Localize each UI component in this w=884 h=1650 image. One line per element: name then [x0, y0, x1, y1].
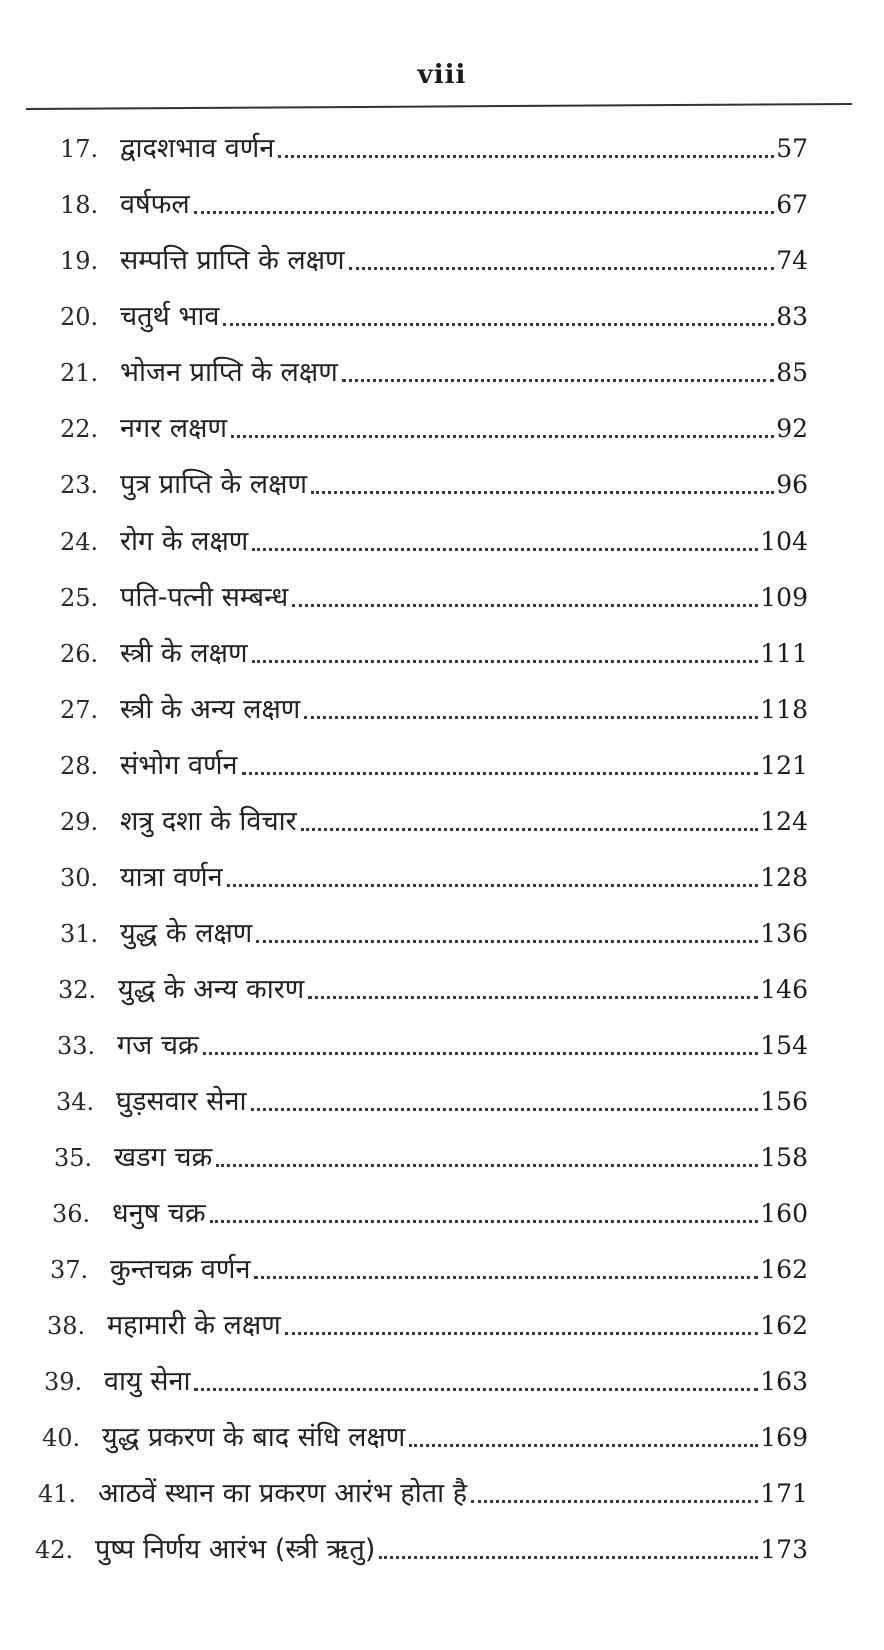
dot-leader: [301, 828, 759, 831]
toc-entry-page: 121: [760, 751, 808, 780]
toc-entry: [60, 744, 808, 784]
toc-entry-title: घुड़सवार सेना: [116, 1086, 247, 1117]
dot-leader: [231, 435, 774, 438]
dot-leader: [251, 1108, 759, 1111]
toc-entry-page: 163: [760, 1367, 808, 1396]
toc-entry-page: 162: [760, 1255, 808, 1284]
toc-entry-number: 18.: [60, 191, 99, 219]
toc-entry-number: 32.: [58, 976, 97, 1004]
dot-leader: [292, 604, 758, 607]
toc-entry: [60, 239, 808, 279]
toc-entry-title: संभोग वर्णन: [120, 750, 238, 781]
toc-entry-number: 40.: [42, 1424, 81, 1452]
toc-entry-title: शत्रु दशा के विचार: [120, 806, 297, 837]
toc-entry-title: खडग चक्र: [114, 1142, 213, 1173]
dot-leader: [252, 660, 759, 663]
dot-leader: [308, 996, 758, 999]
toc-entry-title: युद्ध प्रकरण के बाद संधि लक्षण: [102, 1422, 406, 1453]
toc-entry: [60, 912, 808, 952]
toc-entry-title: चतुर्थ भाव: [120, 301, 220, 332]
toc-entry-number: 29.: [60, 808, 99, 836]
toc-entry-page: 173: [760, 1535, 808, 1564]
toc-entry-title: पुष्प निर्णय आरंभ (स्त्री ऋतु): [95, 1534, 376, 1565]
dot-leader: [304, 716, 758, 719]
toc-entry-number: 28.: [60, 752, 99, 780]
toc-entry-page: 156: [760, 1087, 808, 1116]
toc-entry: [50, 1248, 808, 1288]
toc-entry-title: नगर लक्षण: [120, 413, 227, 444]
toc-entry-page: 154: [760, 1031, 808, 1060]
dot-leader: [278, 155, 774, 158]
toc-entry-number: 26.: [60, 640, 99, 668]
dot-leader: [194, 1388, 758, 1391]
toc-entry-page: 158: [760, 1143, 808, 1172]
toc-entry-title: युद्ध के लक्षण: [120, 918, 253, 949]
toc-entry: [60, 407, 808, 447]
toc-entry: [35, 1528, 808, 1568]
dot-leader: [254, 1276, 758, 1279]
toc-entry-title: भोजन प्राप्ति के लक्षण: [120, 357, 338, 388]
dot-leader: [227, 884, 759, 887]
toc-entry-number: 35.: [54, 1144, 93, 1172]
dot-leader: [256, 940, 758, 943]
toc-entry-number: 24.: [60, 528, 99, 556]
toc-entry-page: 160: [760, 1199, 808, 1228]
toc-entry-number: 20.: [60, 303, 99, 331]
toc-entry-number: 17.: [60, 135, 99, 163]
dot-leader: [349, 267, 775, 270]
dot-leader: [342, 379, 774, 382]
toc-entry-number: 33.: [57, 1032, 96, 1060]
toc-entry-page: 128: [760, 863, 808, 892]
toc-entry-number: 22.: [60, 415, 99, 443]
toc-entry-number: 34.: [56, 1088, 95, 1116]
toc-entry-title: धनुष चक्र: [112, 1198, 206, 1229]
dot-leader: [242, 772, 759, 775]
toc-entry-number: 38.: [47, 1312, 86, 1340]
toc-entry: [60, 688, 808, 728]
toc-entry-title: युद्ध के अन्य कारण: [118, 974, 305, 1005]
toc-entry-page: 118: [760, 695, 808, 724]
toc-entry-page: 92: [776, 414, 808, 443]
toc-entry-number: 42.: [35, 1536, 74, 1564]
toc-entry-title: स्त्री के अन्य लक्षण: [120, 694, 301, 725]
dot-leader: [285, 1332, 759, 1335]
toc-entry: [60, 463, 808, 503]
toc-entry-page: 67: [776, 190, 808, 219]
toc-entry-page: 171: [760, 1479, 808, 1508]
toc-entry-page: 85: [776, 358, 808, 387]
toc-entry-number: 31.: [60, 920, 99, 948]
toc-entry-number: 37.: [50, 1256, 89, 1284]
toc-entry-title: यात्रा वर्णन: [120, 862, 223, 893]
toc-entry: [60, 856, 808, 896]
toc-entry: [60, 800, 808, 840]
dot-leader: [252, 548, 758, 551]
toc-entry: [44, 1360, 808, 1400]
toc-entry: [58, 968, 808, 1008]
toc-entry-number: 21.: [60, 359, 99, 387]
toc-entry: [52, 1192, 808, 1232]
dot-leader: [223, 323, 774, 326]
dot-leader: [210, 1220, 759, 1223]
dot-leader: [203, 1052, 759, 1055]
page-number: viii: [417, 60, 467, 90]
toc-entry-title: कुन्तचक्र वर्णन: [110, 1254, 251, 1285]
toc-entry: [42, 1416, 808, 1456]
toc-entry-page: 74: [776, 246, 808, 275]
toc-entry: [54, 1136, 808, 1176]
toc-entry-title: सम्पत्ति प्राप्ति के लक्षण: [120, 245, 345, 276]
toc-entry-title: आठवें स्थान का प्रकरण आरंभ होता है: [98, 1478, 468, 1509]
toc-entry-number: 25.: [60, 584, 99, 612]
dot-leader: [409, 1444, 758, 1447]
toc-entry-page: 169: [760, 1423, 808, 1452]
toc-entry: [47, 1304, 808, 1344]
toc-entry: [60, 127, 808, 167]
toc-entry-title: पुत्र प्राप्ति के लक्षण: [120, 469, 307, 500]
toc-entry-number: 41.: [38, 1480, 77, 1508]
toc-entry-page: 57: [776, 134, 808, 163]
toc-entry-number: 39.: [44, 1368, 83, 1396]
toc-entry-title: द्वादशभाव वर्णन: [120, 133, 275, 164]
toc-entry-number: 23.: [60, 471, 99, 499]
toc-entry: [56, 1080, 808, 1120]
toc-entry-title: महामारी के लक्षण: [107, 1310, 281, 1341]
toc-entry: [60, 576, 808, 616]
toc-entry-page: 104: [760, 527, 808, 556]
toc-entry-page: 136: [760, 919, 808, 948]
toc-entry-page: 109: [760, 583, 808, 612]
toc-entry: [60, 632, 808, 672]
toc-entry-page: 162: [760, 1311, 808, 1340]
toc-entry-page: 83: [776, 302, 808, 331]
toc-entry-number: 30.: [60, 864, 99, 892]
toc-entry: [60, 295, 808, 335]
toc-entry-page: 96: [776, 470, 808, 499]
toc-entry-title: स्त्री के लक्षण: [120, 638, 248, 669]
toc-entry-title: वर्षफल: [120, 189, 190, 220]
toc-entry: [38, 1472, 808, 1512]
dot-leader: [311, 491, 774, 494]
toc-entry: [60, 183, 808, 223]
dot-leader: [216, 1164, 758, 1167]
toc-entry: [57, 1024, 808, 1064]
dot-leader: [194, 211, 774, 214]
toc-entry-number: 19.: [60, 247, 99, 275]
toc-entry-number: 27.: [60, 696, 99, 724]
toc-entry-title: वायु सेना: [104, 1366, 191, 1397]
toc-entry-title: रोग के लक्षण: [120, 526, 249, 557]
toc-entry-page: 111: [760, 639, 808, 668]
toc-entry-title: गज चक्र: [117, 1030, 199, 1061]
dot-leader: [379, 1556, 758, 1559]
toc-entry-number: 36.: [52, 1200, 91, 1228]
toc-entry-page: 124: [760, 807, 808, 836]
dot-leader: [471, 1500, 758, 1503]
toc-entry: [60, 351, 808, 391]
toc-entry-title: पति-पत्नी सम्बन्ध: [120, 582, 289, 613]
toc-entry-page: 146: [760, 975, 808, 1004]
toc-entry: [60, 520, 808, 560]
